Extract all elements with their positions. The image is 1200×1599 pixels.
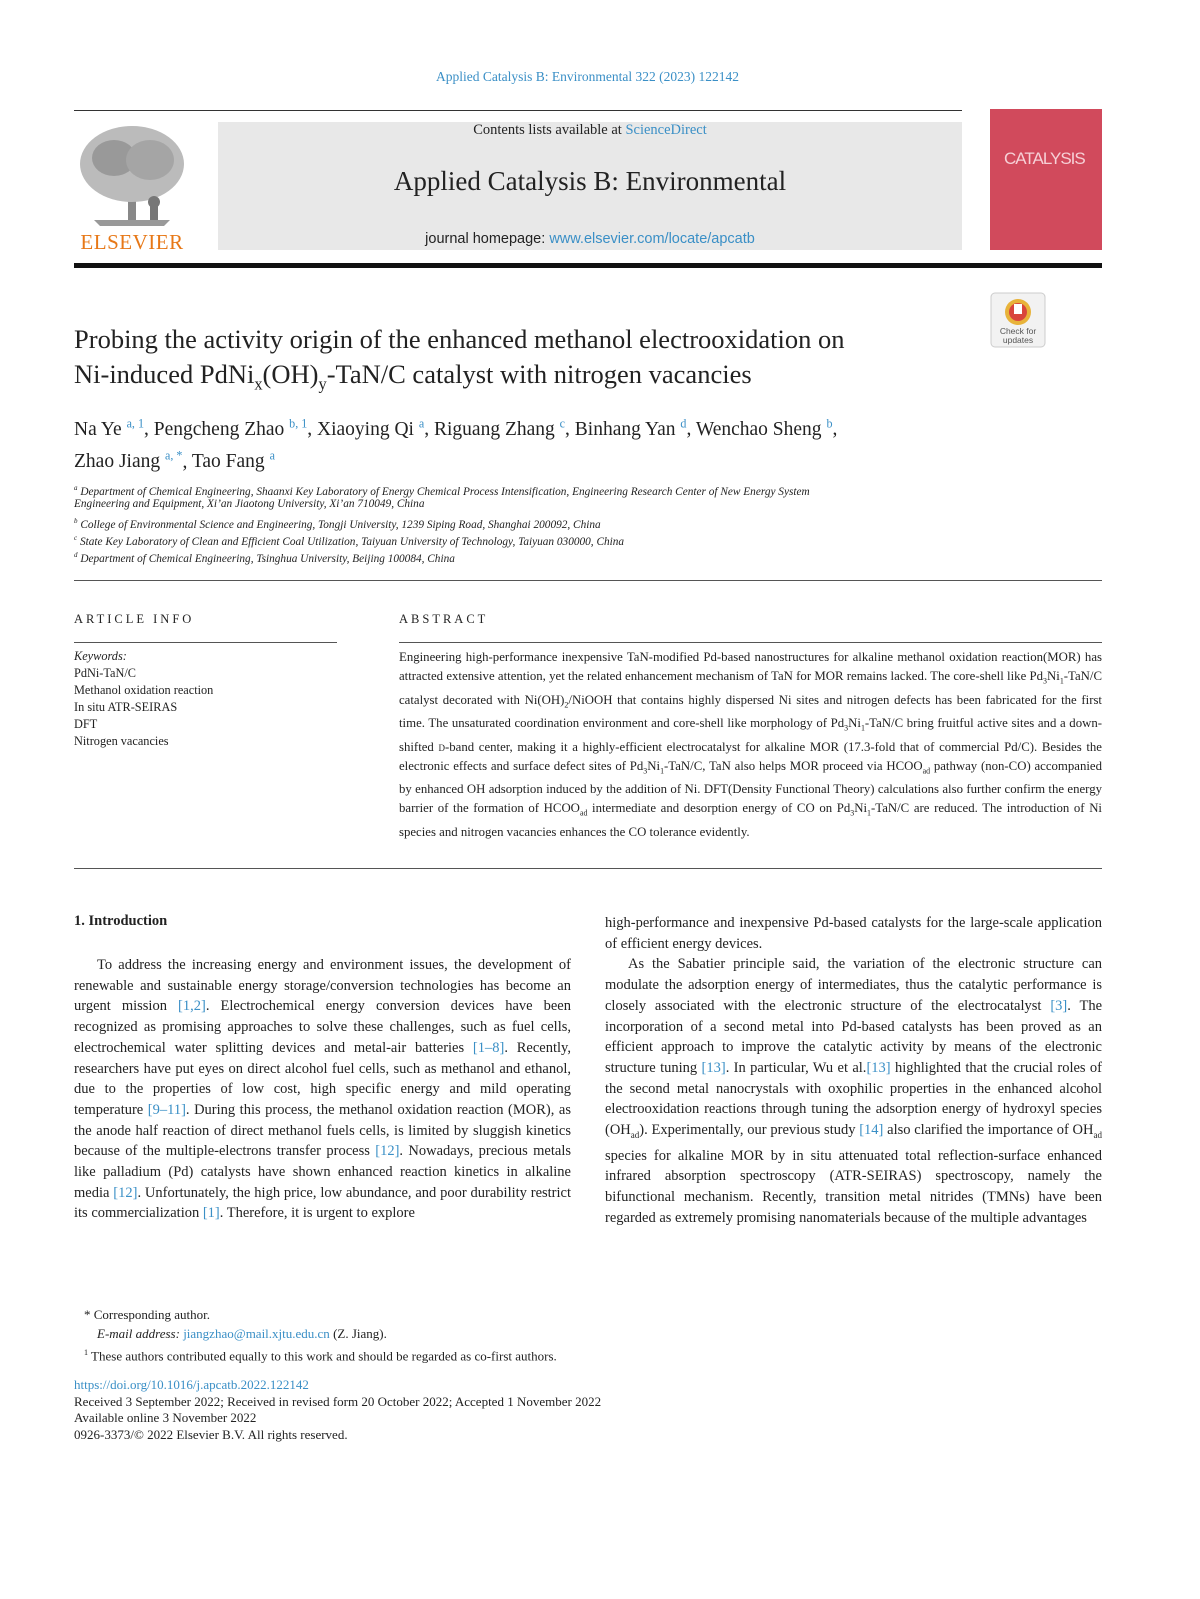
paragraph: To address the increasing energy and environment issues, the development of renewable and sustainable energy storage/conversion technologies has become an urgent mission [1,2]. Electrochemical energy conversion devices have been recognized as promising approaches to solve these challenges, such as fuel cells, electrochemical water splitting devices and metal-air batteries [1–8]. Recently, researchers have put eyes on direct alcohol fuel cells, such as methanol and ethanol, due to the properties of low cost, high specific energy and mild operating temperature [9–11]. During this process, the methanol oxidation reaction (MOR), as the anode half reaction of direct methanol fuels cells, is limited by sluggish kinetics because of the multiple-electrons transfer process [12]. Nowadays, precious metals like palladium (Pd) catalysts have shown enhanced reaction kinetics in alkaline media [12]. Unfortunately, the high price, low abundance, and poor durability restrict its commercialization [1]. Therefore, it is urgent to explore bbox=[74, 957, 572, 1222]
citation-link[interactable]: [1] bbox=[202, 1205, 220, 1222]
contents-prefix: Contents lists available at bbox=[473, 122, 626, 138]
affiliation: $^c$ State Key Laboratory of Clean and Efficient Coal Utilization, Taiyuan University of Technology, Taiyuan 030000, China bbox=[74, 534, 625, 548]
email-footnote: E-mail address: jiangzhao@mail.xjtu.edu.cn (Z. Jiang). bbox=[97, 1326, 387, 1341]
affiliation: $^a$ Department of Chemical Engineering, Shaanxi Key Laboratory of Energy Chemical Process Intensification, Engineering Research Center of New Energy System bbox=[74, 484, 810, 498]
article-title bbox=[74, 322, 974, 401]
citation-link[interactable]: [3] bbox=[1050, 997, 1068, 1014]
equal-contribution-footnote: $^1$ These authors contributed equally to this work and should be regarded as co-first authors. bbox=[84, 1348, 557, 1364]
homepage-line bbox=[218, 231, 962, 247]
abstract-rule bbox=[399, 642, 1102, 643]
email-link[interactable]: jiangzhao@mail.xjtu.edu.cn bbox=[183, 1326, 330, 1341]
author[interactable]: Tao Fang $^a$ bbox=[191, 448, 275, 472]
citation-link[interactable]: [12] bbox=[113, 1184, 138, 1201]
check-for-updates-badge[interactable] bbox=[990, 292, 1046, 348]
article-info-heading: ARTICLE INFO bbox=[74, 612, 195, 626]
citation-link[interactable]: [1–8] bbox=[472, 1039, 505, 1056]
header-thick-rule bbox=[74, 263, 1102, 268]
keyword: Methanol oxidation reaction bbox=[74, 683, 214, 697]
keyword: In situ ATR-SEIRAS bbox=[74, 700, 178, 714]
homepage-link[interactable]: www.elsevier.com/locate/apcatb bbox=[549, 231, 755, 247]
journal-reference[interactable]: Applied Catalysis B: Environmental 322 (2023) 122142 bbox=[436, 69, 739, 84]
citation-link[interactable]: [13] bbox=[701, 1059, 726, 1076]
author[interactable]: Na Ye $^{a, 1}$ bbox=[74, 416, 145, 440]
keywords-label: Keywords: bbox=[74, 649, 127, 663]
keyword: PdNi-TaN/C bbox=[74, 666, 136, 680]
article-meta bbox=[74, 1377, 974, 1443]
publisher-name: ELSEVIER bbox=[80, 230, 184, 254]
title-line-2-c: -TaN/C catalyst with nitrogen vacancies bbox=[326, 359, 752, 389]
received-dates: Received 3 September 2022; Received in revised form 20 October 2022; Accepted 1 November 2022 bbox=[74, 1393, 602, 1409]
title-line-2-a: Ni-induced PdNi bbox=[74, 359, 255, 389]
corresponding-footnote: * Corresponding author. bbox=[84, 1307, 211, 1322]
paragraph: high-performance and inexpensive Pd-based catalysts for the large-scale application of efficient energy devices. bbox=[605, 915, 1102, 952]
elsevier-logo bbox=[74, 122, 190, 254]
affiliation: $^d$ Department of Chemical Engineering, Tsinghua University, Beijing 100084, China bbox=[74, 551, 455, 565]
abstract-heading: ABSTRACT bbox=[399, 612, 489, 626]
affiliation: Engineering and Equipment, Xi’an Jiaotong University, Xi’an 710049, China bbox=[74, 498, 425, 510]
section-heading-introduction: 1. Introduction bbox=[74, 913, 168, 929]
contents-line bbox=[218, 122, 962, 139]
affiliation: $^b$ College of Environmental Science and Engineering, Tongji University, 1239 Siping Road, Shanghai 200092, China bbox=[74, 517, 601, 531]
title-sub: x bbox=[254, 374, 263, 394]
homepage-prefix: journal homepage: bbox=[425, 231, 550, 247]
keywords-block bbox=[74, 648, 344, 750]
article-info-rule bbox=[74, 642, 337, 643]
abstract-text: Engineering high-performance inexpensive TaN-modified Pd-based nanostructures for alkaline methanol oxidation reaction(MOR) has attracted extensive attention, yet the related enhancement mechanism of TaN for MOR remains lacked. The core-shell like $Pd_3Ni_1-TaN/C$ catalyst decorated with $Ni(OH)_2$/NiOOH that contains highly dispersed Ni sites and nitrogen defects has been fabricated for the first time. The unsaturated coordination environment and core-shell like morphology of $Pd_3Ni_1-TaN/C$ bring fruitful active sites and a down-shifted d-band center, making it a highly-efficient electrocatalyst for alkaline MOR (17.3-fold that of commercial Pd/C). Besides the electronic effects and surface defect sites of $Pd_3Ni_1-TaN/C$, TaN also helps MOR proceed via $HCOO_{ad}$ pathway (non-CO) accompanied by enhanced OH adsorption induced by the addition of Ni. DFT(Density Functional Theory) calculations also further confirm the energy barrier of the formation of $HCOO_{ad}$ intermediate and desorption energy of CO on $Pd_3Ni_1-TaN/C$ are reduced. The introduction of Ni species and nitrogen vacancies enhances the CO tolerance evidently. bbox=[399, 650, 1102, 839]
intro-column-left bbox=[74, 955, 571, 1224]
citation-link[interactable]: [13] bbox=[866, 1059, 891, 1076]
citation-link[interactable]: [9–11] bbox=[147, 1101, 186, 1118]
author[interactable]: Binhang Yan $^d$ bbox=[574, 416, 687, 440]
author[interactable]: Pengcheng Zhao $^{b, 1}$ bbox=[153, 416, 308, 440]
author[interactable]: Xiaoying Qi $^a$ bbox=[317, 416, 425, 440]
citation-link[interactable]: [14] bbox=[859, 1122, 884, 1139]
author-list: Na Ye $^{a, 1}$, Pengcheng Zhao $^{b, 1}$, Xiaoying Qi $^a$, Riguang Zhang $^c$, Binhang Yan $^d$, Wenchao Sheng $^b$, Zhao Jiang $^{a, *}$, Tao Fang $^a$ bbox=[74, 416, 838, 472]
keyword: DFT bbox=[74, 717, 98, 731]
keyword: Nitrogen vacancies bbox=[74, 734, 169, 748]
cover-title: CATALYSIS bbox=[1004, 149, 1085, 168]
header-rule bbox=[74, 110, 962, 111]
author[interactable]: Wenchao Sheng $^b$ bbox=[695, 416, 833, 440]
check-updates-label: Check for updates bbox=[999, 326, 1037, 345]
title-sub: y bbox=[318, 374, 327, 394]
citation-link[interactable]: [1,2] bbox=[178, 998, 206, 1015]
journal-title: Applied Catalysis B: Environmental bbox=[393, 166, 787, 196]
journal-cover[interactable] bbox=[990, 109, 1102, 250]
title-line-1: Probing the activity origin of the enhanced methanol electrooxidation on bbox=[74, 324, 845, 354]
title-line-2-b: (OH) bbox=[262, 359, 319, 389]
abstract-end-rule bbox=[74, 868, 1102, 869]
doi-link[interactable]: https://doi.org/10.1016/j.apcatb.2022.122142 bbox=[74, 1377, 309, 1392]
section-rule bbox=[74, 580, 1102, 581]
author[interactable]: Riguang Zhang $^c$ bbox=[433, 416, 566, 440]
sciencedirect-link[interactable]: ScienceDirect bbox=[625, 122, 707, 138]
paragraph: As the Sabatier principle said, the variation of the electronic structure can modulate the adsorption energy of intermediates, thus the catalytic performance is closely associated with the electronic structure of the electrocatalyst [3]. The incorporation of a second metal into Pd-based catalysts has been proved as an efficient approach to improve the catalytic activity by means of the electronic structure tuning [13]. In particular, Wu et al.[13] highlighted that the crucial roles of the second metal nanocrystals with oxophilic properties in the enhanced alcohol electrooxidation reactions through tuning the adsorption energy of hydroxyl species $(OH_{ad})$. Experimentally, our previous study [14] also clarified the importance of $OH_{ad}$ species for alkaline MOR by in situ attenuated total reflection-surface enhanced infrared absorption spectroscopy (ATR-SEIRAS) spectroscopy, namely the bifunctional mechanism. Recently, transition metal nitrides (TMNs) have been regarded as extremely promising nanomaterials because of the multiple advantages bbox=[605, 956, 1103, 1226]
author[interactable]: Zhao Jiang $^{a, *}$ bbox=[74, 448, 183, 472]
online-date: Available online 3 November 2022 bbox=[74, 1410, 257, 1425]
citation-link[interactable]: [12] bbox=[375, 1143, 400, 1160]
copyright: 0926-3373/© 2022 Elsevier B.V. All rights reserved. bbox=[74, 1426, 348, 1442]
intro-column-right bbox=[605, 913, 1102, 1228]
footnotes bbox=[74, 1305, 974, 1365]
